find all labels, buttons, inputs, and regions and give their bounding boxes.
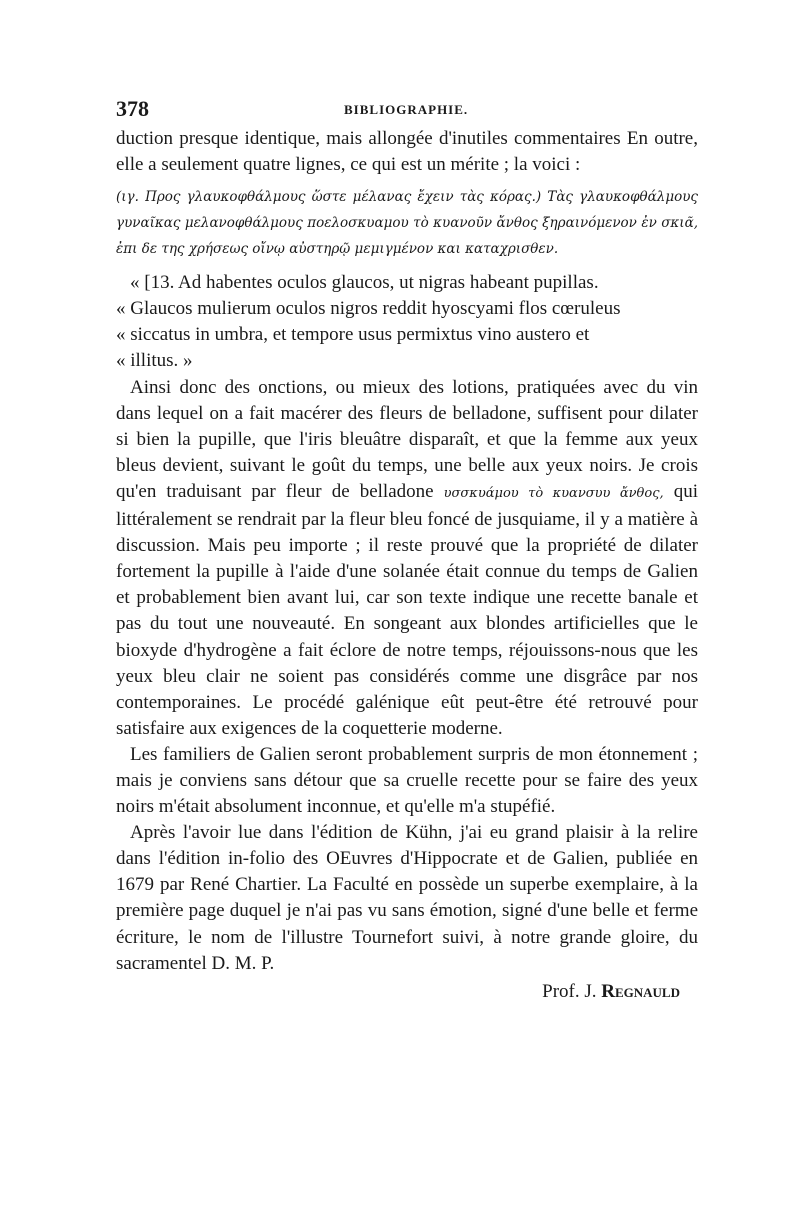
document-page (116, 96, 698, 1005)
signature-name: Regnauld (601, 980, 680, 1002)
inline-greek: υσσκυάμου τὸ κυανσυυ ἄνθος, (443, 485, 664, 501)
paragraph-familiers: Les familiers de Galien seront probablement surpris de mon étonnement ; mais je conviens sans détour que sa cruelle recette pour se faire des yeux noirs m'était absolument inconnue, et qu'elle m'a stupéfié. (116, 743, 698, 818)
paragraph-text: Ainsi donc des onctions, ou mieux des lotions, pratiquées avec du vin dans lequel on a fait macérer des fleurs de belladone, suffisent pour dilater si bien la pupille, que l'iris bleuâtre disparaît, et que la femme aux yeux bleus devient, suivant le goût du temps, une belle aux yeux noirs. Je crois qu'en traduisant par fleur de belladone (116, 376, 698, 502)
signature-prefix: Prof. J. (542, 980, 602, 1002)
latin-line: « siccatus in umbra, et tempore usus permixtus vino austero et (116, 324, 590, 346)
author-signature (116, 979, 698, 1005)
page-header (116, 96, 698, 126)
running-head: BIBLIOGRAPHIE. (344, 102, 469, 117)
latin-line: « Glaucos mulierum oculos nigros reddit hyoscyami flos cœruleus (116, 298, 621, 320)
paragraph-text: qui littéralement se rendrait par la fleur bleu foncé de jusquiame, il y a matière à discussion. Mais peu importe ; il reste prouvé que la propriété de dilater fortement la pupille à l'aide d'une solanée était connue du temps de Galien et probablement bien avant lui, car son texte indique une recette banale et pas du tout une nouveauté. En songeant aux blondes artificielles que le bioxyde d'hydrogène a fait éclore de notre temps, réjouissons-nous que les yeux bleu clair ne soient pas considérés comme une disgrâce par nos contemporaines. Le procédé galénique eût peut-être été retrouvé pour satisfaire aux exigences de la coquetterie moderne. (116, 480, 698, 739)
page-number: 378 (116, 96, 149, 121)
greek-quotation: (ιγ. Προς γλαυκοφθάλμους ὥστε μέλανας ἔχειν τὰς κόρας.) Τὰς γλαυκοφθάλμους γυναῖκας μελανοφθάλμους ποελοσκυαμου τὸ κυανοῦν ἄνθος ξηραινόμενον ἐν σκιᾶ, ἐπι δε της χρήσεως οἴνῳ αὐστηρῷ μεμιγμένον και καταχρισθεν. (116, 189, 698, 258)
paragraph-onctions (116, 375, 698, 742)
body-text (116, 126, 698, 1005)
paragraph-continuation: duction presque identique, mais allongée d'inutiles commentaires En outre, elle a seulement quatre lignes, ce qui est un mérite ; la voici : (116, 128, 698, 176)
paragraph-edition: Après l'avoir lue dans l'édition de Kühn, j'ai eu grand plaisir à la relire dans l'édition in-folio des OEuvres d'Hippocrate et de Galien, publiée en 1679 par René Chartier. La Faculté en possède un superbe exemplaire, à la première page duquel je n'ai pas vu sans émotion, signé d'une belle et ferme écriture, le nom de l'illustre Tournefort suivi, à notre grande gloire, du sacramentel D. M. P. (116, 822, 698, 974)
latin-translation (116, 270, 698, 374)
latin-line: « [13. Ad habentes oculos glaucos, ut nigras habeant pupillas. (130, 272, 599, 294)
latin-line: « illitus. » (116, 350, 193, 372)
